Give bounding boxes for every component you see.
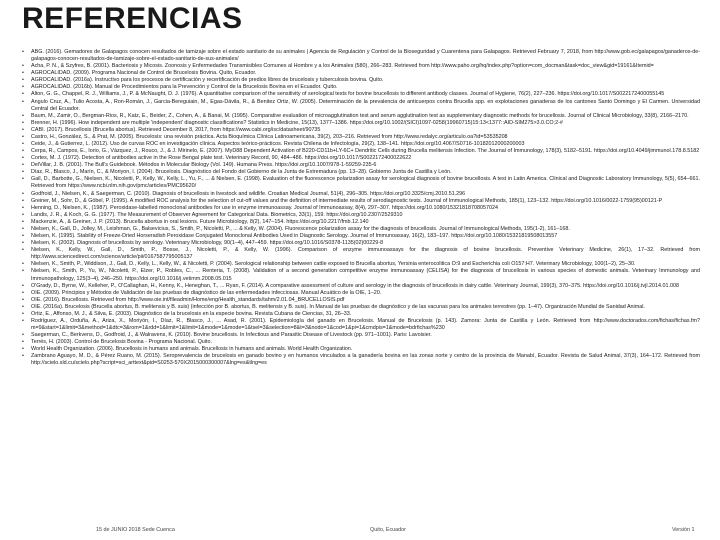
reference-item: • Nielsen, K., Smith, P., Yu, W., Nicoletti, P., Elzer, P., Robles, C., ... Renteria, T. (2008). Validation of a second generation competitive enzyme immunoassay (CELISA) for the diagnosis of brucellosis in various species of domestic animals. Veterinary Immunology and Immunopathology, 125(3–4), 246–250. https://doi.org/10.1016/j.vetimm.2008.05.015 (22, 268, 700, 282)
reference-item: • AGROCALIDAD. (2009). Programa Nacional de Control de Brucelosis Bovina. Quito, Ecuador. (22, 70, 700, 77)
reference-item: • Gall, D., Barbotte, G., Nielsen, K., Nicoletti, P., Kelly, W., Kelly, L., Yu, F., ... & Nielsen, E. (1998). Evaluation of the fluorescence polarization assay for serological diagnosis of bovine brucellosis. A test in Latin America. Clinical and Diagnostic Laboratory Immunology, 5(5), 654–661. Retrieved from https://www.ncbi.nlm.nih.gov/pmc/articles/PMC95620/ (22, 176, 700, 190)
reference-item: • Nielsen, K., Kelly, W., Gall, D., Smith, P., Bosse, J., Nicoletti, P., & Kelly, W. (1996). Comparison of enzyme immunoassays for the diagnosis of bovine brucellosis. Preventive Veterinary Medicine, 26(1), 17–32. Retrieved from http://www.sciencedirect.com/science/article/pii/0167587795005137 (22, 247, 700, 261)
reference-item: • OIE. (2009). Principios y Métodos de Validación de las pruebas de diagnóstico de las enfermedades infecciosas. Manual Acuático de la OIE, 1–20. (22, 290, 700, 297)
reference-item: • OIE. (2016a). Brucelosis (Brucella abortus, B. melitensis y B. suis) (infección por B. abortus, B. melitensis y B. suis). In Manual de las pruebas de diagnóstico y de las vacunas para los animales terrestres (pp. 1–47). Organización Mundial de Sanidad Animal. (22, 304, 700, 311)
reference-item: • Ceide, J., & Gutierrez, L. (2012). Uso de curvas ROC en investigación clínica. Aspectos teórico-prácticos. Revista Chilena de Infectología, 29(2), 138–141. https://doi.org/10.4067/S0716-10182012000200003 (22, 141, 700, 148)
reference-item: • OIE. (2016). Brucellosis. Retrieved from http://www.oie.int/fileadmin/Home/eng/Health_standards/tahm/2.01.04_BRUCELLOSIS.pdf (22, 297, 700, 304)
reference-item: • Cerpa, R., Campos, E., Iorio, G., Vázquez, J., Rouco, J., & J. Mirinelo, E. (2007). MyD88 Dependent Activation of B220-CD11b+LY-6C+ Dendritic Cells during Brucella melitensis Infection. The Journal of Immunology, 178(3), 5182–5191. https://doi.org/10.4049/jimmunol.178.8.5182 (22, 148, 700, 155)
reference-item: • Brenner, H. (1996). How independent are multiple 'independent' diagnostic classifications? Statistics in Medicine, 15(13), 1377–1386. https://doi.org/10.1002/(SICI)1097-0258(19960715)15:13<1377::AID-SIM275>3.0.CO;2-# (22, 120, 700, 127)
reference-item: • Terrés, H. (2003). Control de Brucelosis Bovina - Programa Nacional. Quito. (22, 339, 700, 346)
reference-item: • World Health Organization. (2006). Brucellosis in humans and animals. Brucellosis in humans and animals. World Health Organization. (22, 346, 700, 353)
reference-item: • Mackenzie, A., & Greiner, J. P. (2013). Brucella abortus in oral lesions. Future Microbiology, 8(2), 147–154. https://doi.org/10.2217/fmb.12.140 (22, 219, 700, 226)
footer-left-text: 15 de JUNIO 2018 Sede Cuenca (96, 527, 175, 533)
reference-item: • Greiner, M., Sohr, D., & Göbel, P. (1995). A modified ROC analysis for the selection of cut-off values and the definition of intermediate results of serodiagnostic tests. Journal of Immunological Methods, 185(1), 123–132. https://doi.org/10.1016/0022-1759(95)00121-P (22, 198, 700, 205)
reference-item: • Cortes, M. J. (1972). Detection of antibodies active in the Rose Bengal plate test. Veterinary Record, 90, 484–486. https://doi.org/10.1017/S0022172400022622 (22, 155, 700, 162)
reference-item: • Baum, M., Zamir, O., Bergman-Rios, R., Katz, E., Beider, Z., Cohen, A., & Banai, M. (1995). Comparative evaluation of microagglutination test and serum agglutination test as supplementary diagnostic methods for brucellosis. Journal of Clinical Microbiology, 33(8), 2166–2170. (22, 113, 700, 120)
reference-item: • Castro, H., González, S., & Prat, M. (2005). Brucelosis: una revisión práctica. Acta Bioquímica Clínica Latinoamericana, 39(2), 203–216. Retrieved from http://www.redalyc.org/articulo.oa?id=53535208 (22, 134, 700, 141)
reference-item: • Zambrano Aguayo, M. D., & Pérez Ruano, M. (2015). Seroprevalencia de brucelosis en ganado bovino y en humanos vinculados a la ganadería bovina en las zonas norte y centro de la provincia de Manabí, Ecuador. Revista de Salud Animal, 37(3), 164–172. Retrieved from http://scielo.sld.cu/scielo.php?script=sci_arttext&pid=S0253-570X2015000300007&lng=es&tlng=es (22, 353, 700, 367)
reference-item: • Angulo Cruz, A., Tulio Acosta, A., Ron-Román, J., Garcia-Bereguiain, M., Egas-Dávila, R., & Benitez Ortiz, W. (2005). Determinación de la prevalencia de anticuerpos contra Brucella spp. en explotaciones ganaderas de los cantones Santo Domingo y El Carmen. Universidad Central del Ecuador. (22, 99, 700, 113)
reference-item: • AGROCALIDAD. (2016a). Instructivo para los procesos de certificación y recertificación de predios libres de brucelosis y tuberculosis bovina. Quito. (22, 77, 700, 84)
reference-item: • Acha, P. N., & Szyfres, B. (2001). Bacteriosis y Micosis. Zoonosis y Enfermedades Transmisibles Comunes al Hombre y a los Animales (580), 266–283. Retrieved from http://www.paho.org/hq/index.php?option=com_docman&task=doc_view&gid=19161&Itemid= (22, 63, 700, 70)
reference-item: • CABI. (2017). Brucellosis (Brucella abortus). Retrieved December 8, 2017, from https://www.cabi.org/isc/datasheet/90735 (22, 127, 700, 134)
footer-right-text: Versión 1 (672, 527, 695, 533)
reference-item: • DelVillar, J. B. (2001). The Bull's Guidebook. Métodos in Molecular Biology (Vol. 149). Humana Press. https://doi.org/10.1007/978-1-59259-235-6 (22, 162, 700, 169)
reference-item: • O'Grady, D., Byrne, W., Kelleher, P., O'Callaghan, H., Kenny, K., Heneghan, T., ... Ryan, F. (2014). A comparative assessment of culture and serology in the diagnosis of brucellosis in dairy cattle. Veterinary Journal, 199(3), 370–375. https://doi.org/10.1016/j.tvjl.2014.01.008 (22, 283, 700, 290)
reference-item: • Godfroid, J., Nielsen, K., & Saegerman, C. (2010). Diagnosis of brucellosis in livestock and wildlife. Croatian Medical Journal, 51(4), 296–305. https://doi.org/10.3325/cmj.2010.51.296 (22, 191, 700, 198)
reference-item: • Saegerman, C., Berkvens, D., Godfroid, J., & Walravens, K. (2010). Bovine brucellosis. In Infectious and Parasitic Disease of Livestock (pp. 971–1001). Paris: Lavoisier. (22, 332, 700, 339)
reference-item: • Díaz, R., Blasco, J., Marín, C., & Moriyon, I. (2004). Brucelosis. Diagnóstico del Fondo del Gobierno de la Junta de Extremadura (pp. 13–28). Gobierno Junta de Castilla y León. (22, 169, 700, 176)
footer-center-text: Quito, Ecuador (370, 527, 406, 533)
reference-item: • AGROCALIDAD. (2016b). Manual de Procedimientos para la Prevención y Control de la Brucelosis Bovina en el Ecuador. Quito. (22, 84, 700, 91)
reference-item: • Landis, J. R., & Koch, G. G. (1977). The Measurement of Observer Agreement for Categorical Data. Biometrics, 33(1), 159. https://doi.org/10.2307/2529310 (22, 212, 700, 219)
footer (0, 527, 720, 537)
reference-item: • Rodríguez, A., Orduña, A., Ariza, X., Moriyón, I., Díaz, R., Blasco, J., ... Asad, R. (2001). Epidemiología del ganado en Brucelosis. Manual de Brucelosis (p. 143). Zamora: Junta de Castilla y León. Retrieved from http://www.doctorados.com/fichas/fichas.fm?m=9&start=1&limit=3&method=1&dtc=3&rom=1&rdd=1&limit=1&limit=1&mode=1&mode=1&tsel=3&selection=8&t=3&nodo=1&cod=1&pi=1&cmdpis=1&mode=bdrfichas%230 (22, 318, 700, 332)
page-title: REFERENCIAS (22, 2, 243, 35)
reference-item: • Nielsen, K. (2002). Diagnosis of brucellosis by serology. Veterinary Microbiology, 90(1–4), 447–459. https://doi.org/10.1016/S0378-1135(02)00229-8 (22, 240, 700, 247)
reference-item: • Nielsen, K., Gall, D., Jolley, M., Leishman, G., Balsevicius, S., Smith, P., Nicoletti, P., ... & Kelly, W. (2004). Fluorescence polarization assay for the diagnosis of brucellosis. Journal of Immunological Methods, 195(1-2), 161–168. (22, 226, 700, 233)
reference-item: • Alton, G. G., Chappel, R. J., Williams, J., P. & McNaught, D. J. (1976). A quantitative comparison of the sensitivity of serological tests for bovine brucellosis to different antibody classes. Journal of Hygiene, 76(2), 227–236. https://doi.org/10.1017/S0022172400055145 (22, 91, 700, 98)
reference-item: • Ortiz, E., Affonso, M. J., & Silva, E. (2003). Diagnóstico de la brucelosis en la especie bovina. Revista Cubana de Ciencias, 31, 26–33. (22, 311, 700, 318)
reference-item: • Nielsen, K. (1995). Stability of Freeze-Dried Horseradish Peroxidase Conjugated Monoclonal Antibodies Used in Diagnostic Serology. Journal of Immunoassay, 16(2), 183–197. https://doi.org/10.1080/15321819508013557 (22, 233, 700, 240)
reference-item: • Nielsen, K., Smith, P., Widdison, J., Gall, D., Kelly, L., Kelly, W., & Nicoletti, P. (2004). Serological relationship between cattle exposed to Brucella abortus, Yersinia enterocolitica O:9 and Escherichia coli O157:H7. Veterinary Microbiology, 100(1–2), 25–30. (22, 261, 700, 268)
references-list (22, 49, 700, 368)
reference-item: • ABG. (2016). Gemadores de Galapagos conocen resultados de tamizaje sobre el estado sanitario de su animales | Agencia de Regulación y Control de la Bioseguridad y Cuarentena para Galapagos. Retrieved February 7, 2018, from http://www.gob.ec/galapagos/ganaderos-de-galapagos-conocen-resultados-de-tamizaje-sobre-el-estado-sanitario-de-sus-animales/ (22, 49, 700, 63)
reference-item: • Henning, D., Nielsen, K., (1987). Peroxidase-labelled monoclonal antibodies for use in enzyme immunoassay. Journal of Immunoassay, 8(4), 297–307. https://doi.org/10.1080/15321818708057024 (22, 205, 700, 212)
